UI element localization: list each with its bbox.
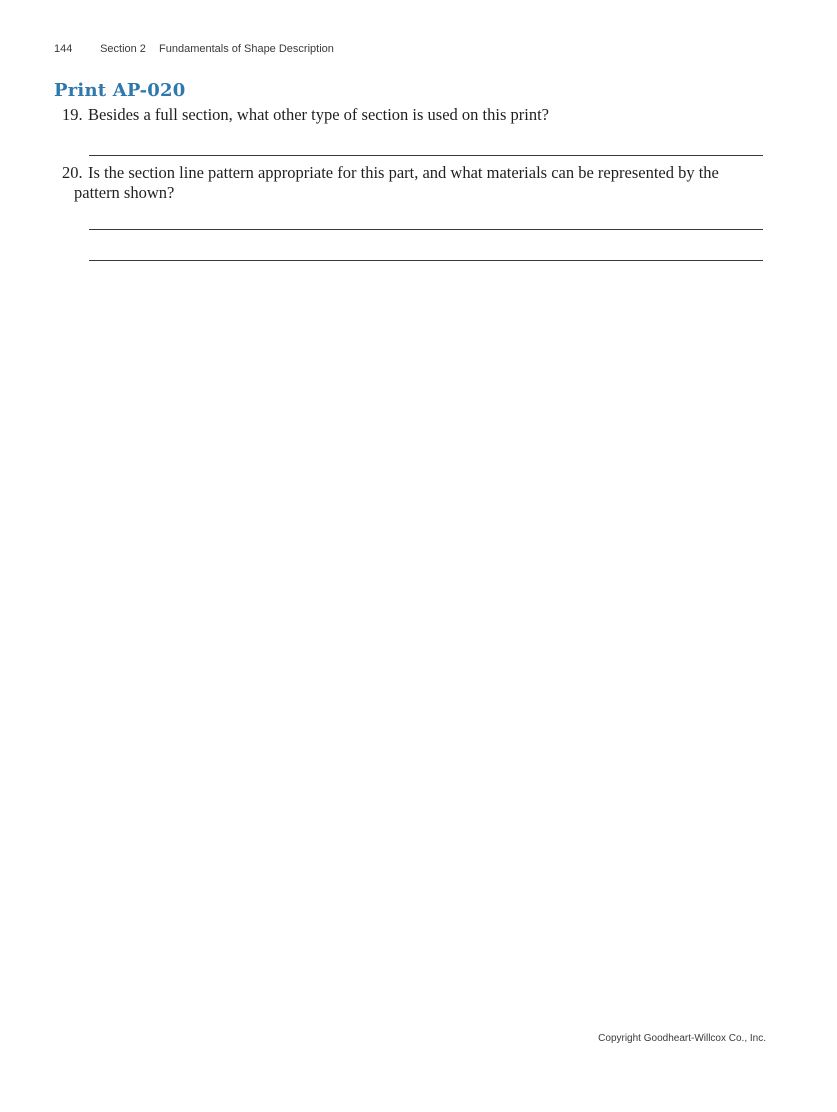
question-19 (62, 105, 762, 125)
question-text-line-1: Is the section line pattern appropriate for this part, and what materials can be represented by the (88, 163, 719, 182)
running-head (54, 43, 334, 55)
answer-line[interactable] (89, 155, 763, 156)
section-title: Fundamentals of Shape Description (159, 43, 334, 55)
answer-line[interactable] (89, 260, 763, 261)
question-number: 20. (62, 163, 83, 182)
question-text-line-2: pattern shown? (74, 183, 175, 202)
section-label: Section 2 (100, 43, 146, 55)
page-number: 144 (54, 43, 73, 55)
question-20 (62, 163, 742, 203)
question-number: 19. (62, 105, 83, 124)
copyright-notice: Copyright Goodheart-Willcox Co., Inc. (598, 1033, 766, 1044)
print-title: Print AP-020 (54, 80, 186, 101)
question-text: Besides a full section, what other type of section is used on this print? (88, 105, 549, 124)
answer-line[interactable] (89, 229, 763, 230)
